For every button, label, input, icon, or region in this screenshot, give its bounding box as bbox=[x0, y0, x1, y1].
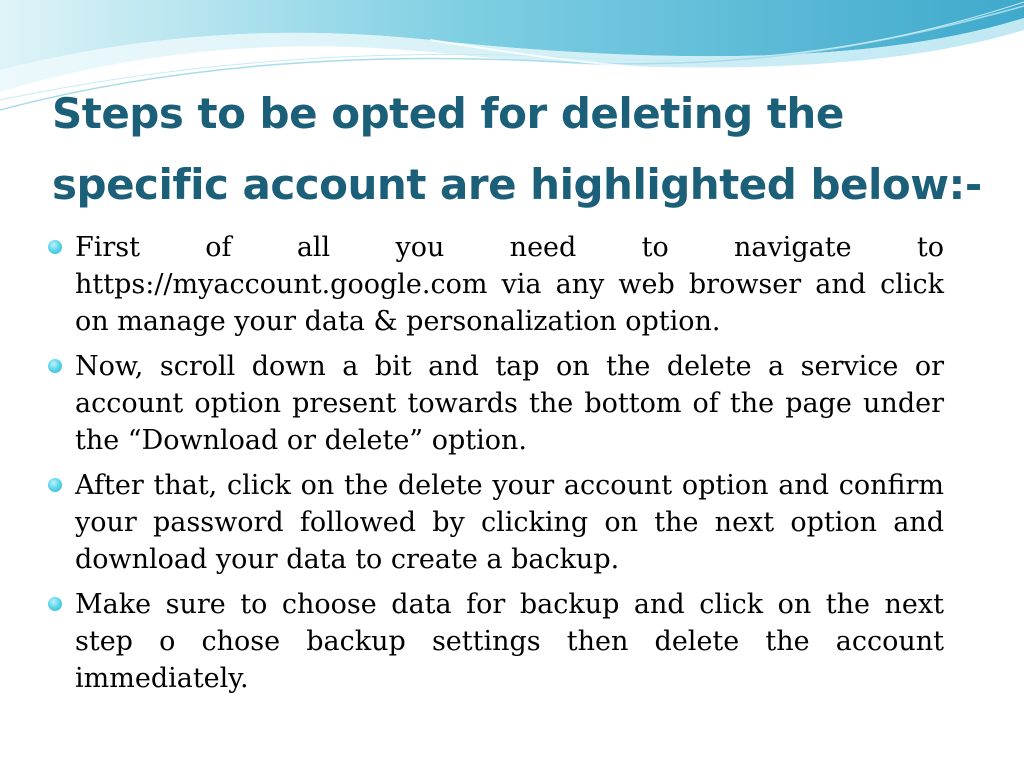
bullet-item bbox=[48, 467, 944, 578]
bullet-text: After that, click on the delete your account option and confirm your password followed by clicking on the next option and download your data to create a backup. bbox=[75, 470, 944, 575]
bullet-icon bbox=[48, 359, 62, 373]
bullet-text: Make sure to choose data for backup and click on the next step o chose backup settings then delete the account immediately. bbox=[75, 589, 944, 694]
bullet-item bbox=[48, 348, 944, 459]
bullet-text: Now, scroll down a bit and tap on the delete a service or account option present towards the bottom of the page under the “Download or delete” option. bbox=[75, 351, 944, 456]
bullet-item bbox=[48, 586, 944, 697]
bullet-item bbox=[48, 229, 944, 340]
bullet-icon bbox=[48, 597, 62, 611]
bullet-icon bbox=[48, 478, 62, 492]
bullet-list bbox=[48, 229, 944, 705]
bullet-icon bbox=[48, 240, 62, 254]
slide-title: Steps to be opted for deleting the specific account are highlighted below:- bbox=[52, 89, 982, 209]
bullet-text: First of all you need to navigate to https://myaccount.google.com via any web browser and click on manage your data & personalization option. bbox=[75, 232, 944, 337]
